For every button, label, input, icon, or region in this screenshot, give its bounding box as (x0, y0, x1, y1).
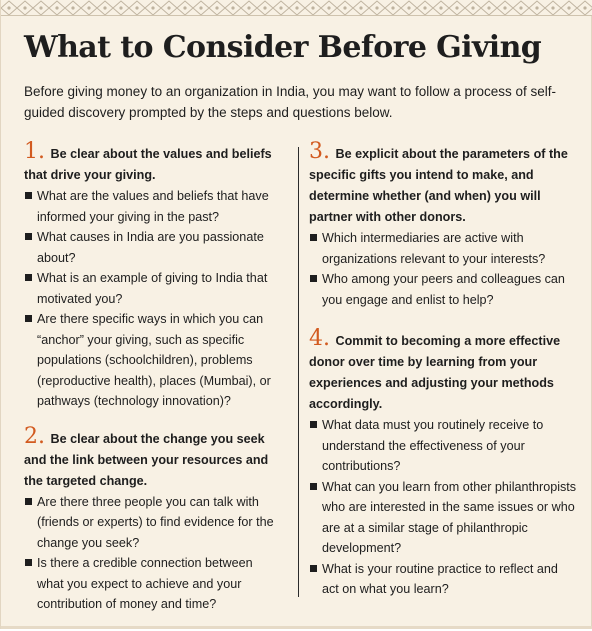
step-1 (24, 139, 282, 412)
question-list (309, 415, 577, 600)
step-number: 1. (24, 139, 45, 164)
square-bullet-icon (25, 233, 32, 240)
decorative-border (1, 0, 592, 16)
question-item: What causes in India are you passionate about? (24, 227, 282, 268)
step-heading: Be clear about the values and beliefs that drive your giving. (24, 147, 272, 182)
step-heading: Be clear about the change you seek and the link between your resources and the targeted change. (24, 431, 269, 488)
square-bullet-icon (25, 192, 32, 199)
square-bullet-icon (310, 565, 317, 572)
question-item: Are there three people you can talk with (friends or experts) to find evidence for the change you seek? (24, 492, 282, 554)
step-number: 4. (309, 326, 330, 351)
column-divider (298, 147, 299, 597)
square-bullet-icon (25, 498, 32, 505)
step-3 (309, 139, 577, 310)
question-item: Are there specific ways in which you can “anchor” your giving, such as specific populations (schoolchildren), problems (reproductive health), places (Mumbai), or pathways (technology innovation)? (24, 309, 282, 412)
question-item: Who among your peers and colleagues can you engage and enlist to help? (309, 269, 577, 310)
square-bullet-icon (25, 315, 32, 322)
question-list (309, 228, 577, 310)
question-item: What data must you routinely receive to understand the effectiveness of your contributions? (309, 415, 577, 477)
square-bullet-icon (310, 275, 317, 282)
left-column (24, 139, 282, 631)
step-4 (309, 326, 577, 600)
square-bullet-icon (310, 483, 317, 490)
question-item: What are the values and beliefs that have informed your giving in the past? (24, 186, 282, 227)
step-number: 3. (309, 139, 330, 164)
step-heading: Commit to becoming a more effective donor over time by learning from your experiences and adjusting your methods accordingly. (309, 334, 561, 411)
page-title: What to Consider Before Giving (24, 30, 542, 65)
question-item: Is there a credible connection between what you expect to achieve and your contribution of money and time? (24, 553, 282, 615)
question-item: What is an example of giving to India that motivated you? (24, 268, 282, 309)
question-item: What is your routine practice to reflect and act on what you learn? (309, 559, 577, 600)
square-bullet-icon (25, 559, 32, 566)
step-number: 2. (24, 423, 45, 449)
question-item: What can you learn from other philanthropists who are interested in the same issues or who are at a similar stage of philanthropic development? (309, 477, 577, 559)
step-2 (24, 423, 282, 615)
step-heading: Be explicit about the parameters of the specific gifts you intend to make, and determine whether (and when) you will partner with other donors. (309, 147, 568, 224)
square-bullet-icon (310, 234, 317, 241)
square-bullet-icon (310, 421, 317, 428)
intro-paragraph: Before giving money to an organization in India, you may want to follow a process of self-guided discovery prompted by the steps and questions below. (24, 84, 557, 120)
right-column (309, 139, 577, 616)
square-bullet-icon (25, 274, 32, 281)
question-item: Which intermediaries are active with organizations relevant to your interests? (309, 228, 577, 269)
question-list (24, 492, 282, 615)
question-list (24, 186, 282, 412)
